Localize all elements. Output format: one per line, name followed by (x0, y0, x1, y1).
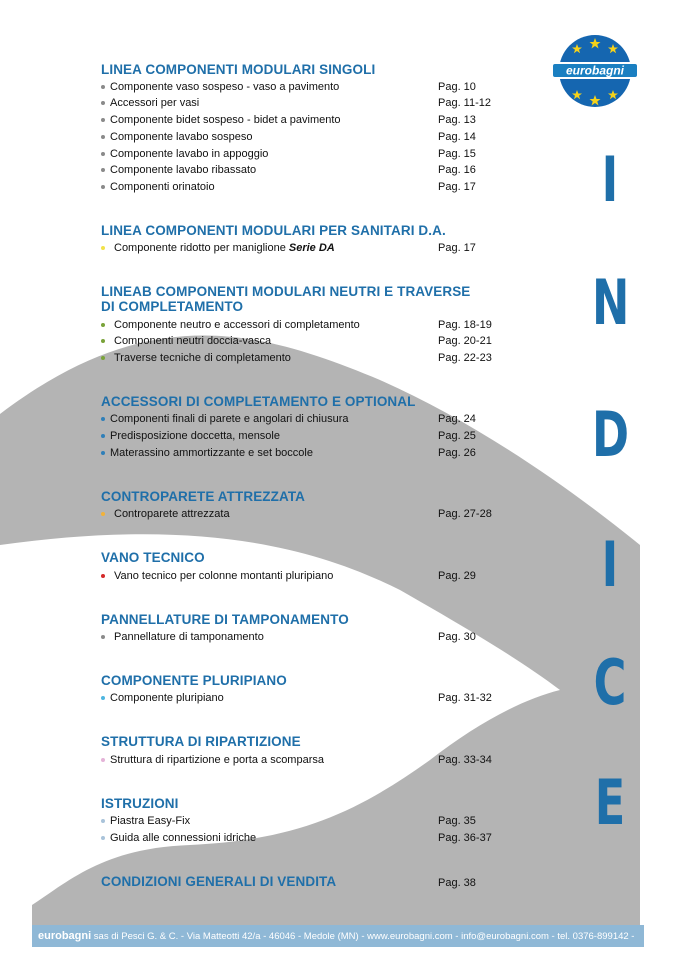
item-label: Traverse tecniche di completamento (114, 352, 291, 364)
list-item (101, 506, 521, 522)
item-page: Pag. 36-37 (438, 832, 492, 844)
section-title: VANO TECNICO (101, 550, 205, 565)
item-label: Componente lavabo in appoggio (110, 148, 269, 160)
side-title-letter: I (601, 528, 619, 601)
item-page: Pag. 14 (438, 131, 476, 143)
bullet-icon (101, 434, 105, 438)
item-page: Pag. 31-32 (438, 692, 492, 704)
item-label: Accessori per vasi (110, 97, 200, 109)
list-item (101, 333, 521, 349)
item-label: Componenti orinatoio (110, 181, 215, 193)
side-title-letter: E (594, 766, 626, 839)
logo-text: eurobagni (565, 63, 625, 78)
bullet-icon (101, 85, 105, 89)
list-item (101, 162, 521, 178)
section-page (101, 875, 521, 891)
list-item (101, 428, 521, 444)
bullet-icon (101, 339, 105, 343)
item-page: Pag. 24 (438, 413, 476, 425)
side-title-letter: C (593, 646, 627, 719)
item-label: Predisposizione doccetta, mensole (110, 430, 280, 442)
item-label: Componente vaso sospeso - vaso a pavimento (110, 81, 340, 93)
bullet-icon (101, 185, 105, 189)
bullet-icon (101, 819, 105, 823)
item-label: Componente neutro e accessori di completamento (114, 319, 360, 331)
item-page: Pag. 16 (438, 164, 476, 176)
bullet-icon (101, 101, 105, 105)
item-label: Vano tecnico per colonne montanti pluripiano (114, 570, 334, 582)
bullet-icon (101, 696, 105, 700)
list-item (101, 240, 521, 256)
item-page: Pag. 33-34 (438, 754, 492, 766)
bullet-icon (101, 168, 105, 172)
list-item (101, 445, 521, 461)
item-page: Pag. 38 (438, 877, 476, 889)
item-page: Pag. 11-12 (438, 97, 492, 109)
bullet-icon (101, 512, 105, 516)
item-label: Guida alle connessioni idriche (110, 832, 257, 844)
section-title: COMPONENTE PLURIPIANO (101, 673, 287, 688)
side-title-letter: N (592, 266, 630, 339)
list-item (101, 95, 521, 111)
eurobagni-logo (547, 32, 643, 110)
item-label: Componente bidet sospeso - bidet a pavimento (110, 114, 341, 126)
list-item (101, 813, 521, 829)
item-label: Componente lavabo ribassato (110, 164, 257, 176)
item-page: Pag. 22-23 (438, 352, 492, 364)
bullet-icon (101, 451, 105, 455)
list-item (101, 179, 521, 195)
item-label: Componenti finali di parete e angolari di chiusura (110, 413, 349, 425)
item-page: Pag. 29 (438, 570, 476, 582)
footer-contact-text: sas di Pesci G. & C. - Via Matteotti 42/a - 46046 - Medole (MN) - www.eurobagni.com - info@eurobagni.com - tel. 0376-899142 - (91, 931, 635, 942)
section-title: ACCESSORI DI COMPLETAMENTO E OPTIONAL (101, 394, 416, 409)
item-label: Componenti neutri doccia-vasca (114, 335, 272, 347)
list-item (101, 146, 521, 162)
section-title: ISTRUZIONI (101, 796, 179, 811)
item-label: Controparete attrezzata (114, 508, 230, 520)
list-item (101, 411, 521, 427)
item-page: Pag. 15 (438, 148, 476, 160)
section-title-line2: DI COMPLETAMENTO (101, 299, 244, 314)
item-label: Componente lavabo sospeso (110, 131, 253, 143)
item-page: Pag. 10 (438, 81, 476, 93)
list-item (101, 350, 521, 366)
section-title: LINEA COMPONENTI MODULARI PER SANITARI D.A. (101, 223, 446, 238)
section-title: CONTROPARETE ATTREZZATA (101, 489, 306, 504)
item-page: Pag. 35 (438, 815, 476, 827)
bullet-icon (101, 152, 105, 156)
bullet-icon (101, 574, 105, 578)
item-label: Materassino ammortizzante e set boccole (110, 447, 313, 459)
item-page: Pag. 26 (438, 447, 476, 459)
list-item (101, 830, 521, 846)
bullet-icon (101, 635, 105, 639)
list-item (101, 112, 521, 128)
bullet-icon (101, 758, 105, 762)
item-label: Componente ridotto per maniglione Serie DA (114, 242, 335, 254)
list-item (101, 129, 521, 145)
list-item (101, 752, 521, 768)
bullet-icon (101, 323, 105, 327)
section-title: LINEA COMPONENTI MODULARI SINGOLI (101, 62, 376, 77)
list-item (101, 568, 521, 584)
item-label: Componente pluripiano (110, 692, 224, 704)
item-page: Pag. 13 (438, 114, 476, 126)
item-page: Pag. 17 (438, 181, 476, 193)
item-page: Pag. 25 (438, 430, 476, 442)
list-item (101, 317, 521, 333)
footer-bar (32, 925, 644, 947)
item-page: Pag. 18-19 (438, 319, 492, 331)
item-page: Pag. 20-21 (438, 335, 492, 347)
list-item (101, 79, 521, 95)
bullet-icon (101, 135, 105, 139)
item-label: Struttura di ripartizione e porta a scomparsa (110, 754, 324, 766)
item-page: Pag. 30 (438, 631, 476, 643)
side-title-letter: I (601, 143, 619, 216)
item-label: Pannellature di tamponamento (114, 631, 264, 643)
section-title: PANNELLATURE DI TAMPONAMENTO (101, 612, 349, 627)
bullet-icon (101, 246, 105, 250)
section-title: CONDIZIONI GENERALI DI VENDITA (101, 874, 337, 889)
bullet-icon (101, 836, 105, 840)
footer-brand: eurobagni (38, 930, 92, 942)
item-label: Piastra Easy-Fix (110, 815, 191, 827)
bullet-icon (101, 417, 105, 421)
section-title: STRUTTURA DI RIPARTIZIONE (101, 734, 301, 749)
bullet-icon (101, 118, 105, 122)
list-item (101, 690, 521, 706)
item-page: Pag. 17 (438, 242, 476, 254)
bullet-icon (101, 356, 105, 360)
section-title: LINEAB COMPONENTI MODULARI NEUTRI E TRAVERSE (101, 284, 471, 299)
list-item (101, 629, 521, 645)
item-page: Pag. 27-28 (438, 508, 492, 520)
side-title-letter: D (592, 398, 630, 471)
